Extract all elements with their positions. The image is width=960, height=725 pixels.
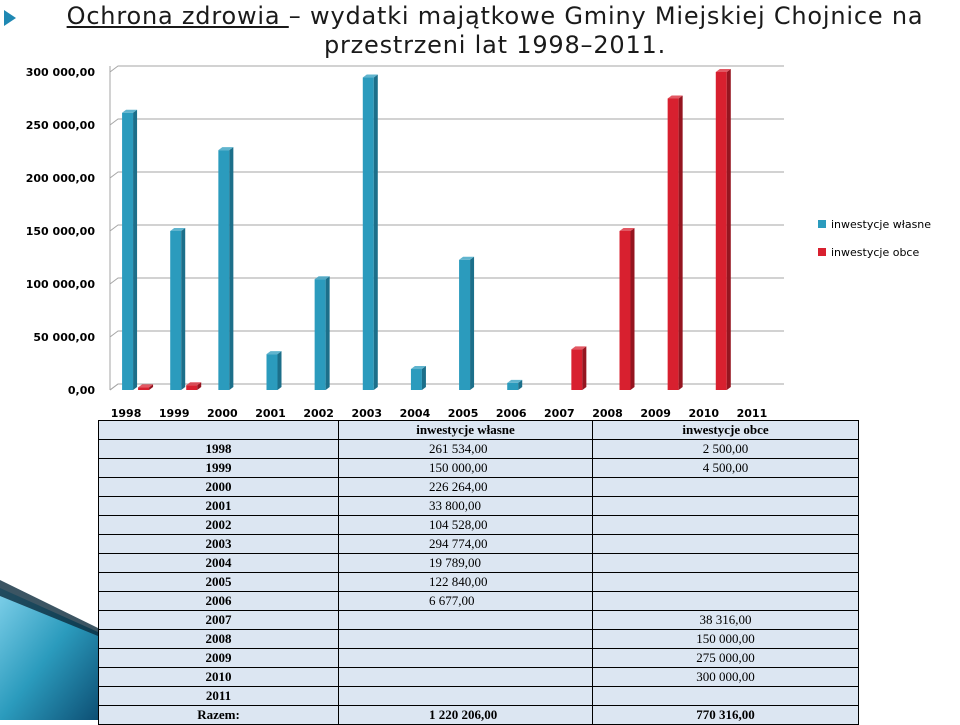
y-tick-label: 200 000,00 [25,172,95,185]
y-tick-label: 0,00 [67,384,95,397]
value-cell: 38 316,00 [593,611,859,630]
x-tick-label: 2007 [544,407,575,420]
chart-legend [818,218,931,259]
legend-swatch [818,248,826,256]
row-label-cell: 2005 [99,573,339,592]
table-row [99,497,859,516]
bar-inwestycje-wlasne [267,351,282,390]
x-tick-label: 2002 [303,407,334,420]
table-header-row [99,421,859,440]
y-tick-label: 250 000,00 [25,119,95,132]
table-row [99,554,859,573]
bar-inwestycje-wlasne [363,75,378,390]
row-label-cell: 2001 [99,497,339,516]
bar-inwestycje-obce [716,69,731,390]
table-total-row [99,706,859,725]
bar-inwestycje-obce [620,228,635,390]
x-tick-label: 2006 [495,407,527,420]
row-label-cell: 1999 [99,459,339,478]
gridline [110,119,784,125]
bar-inwestycje-obce [186,382,201,390]
value-cell: 33 800,00 [339,497,593,516]
row-label-cell: 2006 [99,592,339,611]
legend-swatch [818,220,826,228]
value-cell: 19 789,00 [339,554,593,573]
gridline [110,331,784,337]
bar-inwestycje-wlasne [507,380,522,390]
value-cell [593,573,859,592]
table-row [99,535,859,554]
table-row [99,573,859,592]
x-tick-label: 2001 [255,407,286,420]
value-cell: 4 500,00 [593,459,859,478]
legend-label: inwestycje własne [831,218,932,231]
row-label-cell: 2008 [99,630,339,649]
value-cell: 150 000,00 [593,630,859,649]
x-axis-ticks [111,407,767,420]
value-cell: 150 000,00 [339,459,593,478]
table-row [99,687,859,706]
y-tick-label: 300 000,00 [25,66,95,79]
x-tick-label: 2005 [447,407,479,420]
row-label-cell: 2003 [99,535,339,554]
value-cell: 2 500,00 [593,440,859,459]
data-table [98,420,859,725]
table-header-cell: inwestycje własne [339,421,593,440]
value-cell: 104 528,00 [339,516,593,535]
gridline [110,384,784,390]
value-cell: 226 264,00 [339,478,593,497]
table-header-cell: inwestycje obce [593,421,859,440]
row-label-cell: 2009 [99,649,339,668]
value-cell [339,649,593,668]
x-tick-label: 2010 [688,407,720,420]
bar-inwestycje-wlasne [411,366,426,390]
value-cell: 294 774,00 [339,535,593,554]
table-row [99,459,859,478]
chart-bars [122,69,731,390]
bar-inwestycje-obce [571,346,586,390]
gridline [110,225,784,231]
value-cell: 770 316,00 [593,706,859,725]
table-row [99,592,859,611]
value-cell [593,516,859,535]
value-cell [339,611,593,630]
row-label-cell: 1998 [99,440,339,459]
y-tick-label: 50 000,00 [33,331,95,344]
bullet-arrow-icon [4,10,16,26]
y-tick-label: 100 000,00 [25,278,95,291]
value-cell [339,630,593,649]
row-label-cell: 2007 [99,611,339,630]
value-cell [593,535,859,554]
table-row [99,478,859,497]
legend-label: inwestycje obce [831,246,920,259]
table-row [99,440,859,459]
title-underlined: Ochrona zdrowia [66,2,289,30]
row-label-cell: 2011 [99,687,339,706]
y-tick-label: 150 000,00 [25,225,95,238]
table-row [99,668,859,687]
x-tick-label: 2004 [399,407,431,420]
title-rest: – wydatki majątkowe Gminy Miejskiej Chojnice na przestrzeni lat 1998–2011. [288,2,924,59]
row-label-cell: 2004 [99,554,339,573]
x-tick-label: 2009 [640,407,671,420]
value-cell [593,478,859,497]
value-cell [339,668,593,687]
gridline [110,66,784,72]
row-label-cell: 2010 [99,668,339,687]
y-axis-ticks [26,66,96,397]
bar-inwestycje-wlasne [122,110,137,390]
value-cell: 300 000,00 [593,668,859,687]
bar-inwestycje-obce [138,384,153,390]
x-tick-label: 1998 [110,407,142,420]
row-label-cell: Razem: [99,706,339,725]
value-cell [593,592,859,611]
row-label-cell: 2000 [99,478,339,497]
bar-inwestycje-wlasne [315,276,330,390]
value-cell [339,687,593,706]
table-row [99,630,859,649]
gridline [110,278,784,284]
value-cell: 275 000,00 [593,649,859,668]
row-label-cell: 2002 [99,516,339,535]
x-tick-label: 2011 [736,407,768,420]
value-cell: 6 677,00 [339,592,593,611]
bar-inwestycje-obce [668,96,683,391]
value-cell [593,687,859,706]
table-row [99,649,859,668]
value-cell: 261 534,00 [339,440,593,459]
x-tick-label: 2008 [592,407,623,420]
value-cell: 122 840,00 [339,573,593,592]
value-cell [593,554,859,573]
bar-inwestycje-wlasne [459,257,474,390]
bar-inwestycje-wlasne [170,228,185,390]
slide-title [30,2,960,60]
gridline [110,172,784,178]
value-cell [593,497,859,516]
bar-chart [0,60,960,422]
x-tick-label: 2003 [351,407,383,420]
value-cell: 1 220 206,00 [339,706,593,725]
x-tick-label: 2000 [207,407,238,420]
x-tick-label: 1999 [158,407,190,420]
chart-grid [110,66,784,390]
table-row [99,611,859,630]
table-row [99,516,859,535]
bar-inwestycje-wlasne [218,147,233,390]
table-header-cell [99,421,339,440]
